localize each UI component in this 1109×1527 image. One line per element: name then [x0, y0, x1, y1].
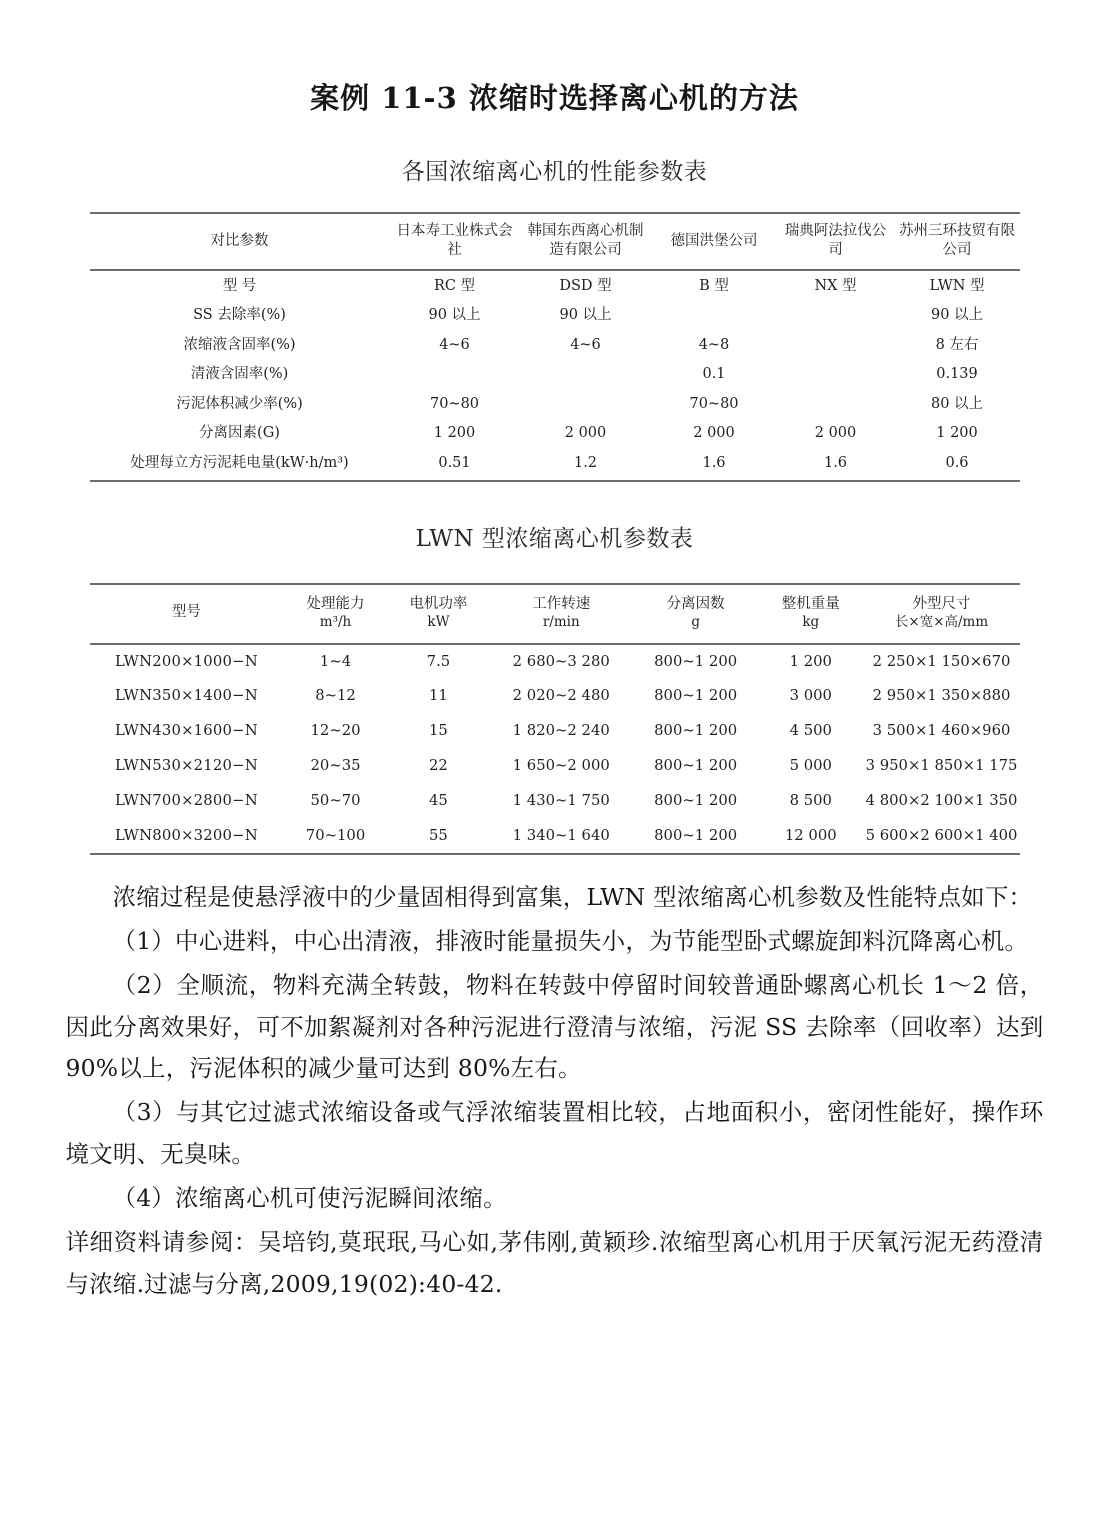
table2-cell-factor: 800~1 200 — [633, 819, 758, 854]
performance-comparison-table — [90, 212, 1020, 482]
table1-cell: 1.2 — [520, 449, 652, 481]
table2-cell-power: 11 — [429, 687, 448, 705]
table2-cell-capacity: 8~12 — [315, 687, 356, 705]
table2-cell-model: LWN700×2800−N — [114, 792, 258, 810]
table-row — [90, 389, 1020, 419]
paragraph-item-2: （2）全顺流，物料充满全转鼓，物料在转鼓中停留时间较普通卧螺离心机长 1～2 倍，因此分离效果好，可不加絮凝剂对各种污泥进行澄清与浓缩，污泥 SS 去除率（回收率）达到 90%以上，污泥体积的减少量可达到 80%左右。 — [65, 970, 1044, 1083]
table1-cell: 2 000 — [564, 425, 607, 442]
table1-cell: B 型 — [699, 277, 729, 294]
table2-cell-power: 55 — [388, 819, 489, 854]
table2-cell-dimension: 2 250×1 150×670 — [872, 652, 1011, 670]
table2-cell-dimension: 5 600×2 600×1 400 — [864, 819, 1020, 854]
table2-cell-factor: 800~1 200 — [654, 722, 738, 740]
table1-cell: 0.1 — [702, 366, 726, 383]
table1-cell — [777, 389, 895, 419]
table2-cell-capacity: 70~100 — [283, 819, 387, 854]
table1-cell: 0.51 — [390, 449, 520, 481]
paragraph-item-4: （4）浓缩离心机可使污泥瞬间浓缩。 — [112, 1183, 507, 1212]
table2-cell-capacity: 50~70 — [310, 792, 361, 810]
table2-cell-power: 45 — [429, 792, 448, 810]
table2-cell-dimension: 3 950×1 850×1 175 — [865, 757, 1018, 775]
table2-col-header-factor — [633, 584, 758, 644]
table2-cell-dimension: 3 500×1 460×960 — [872, 722, 1011, 740]
table2-cell-weight: 8 500 — [789, 792, 832, 810]
reference-citation: 详细资料请参阅：吴培钧,莫珉珉,马心如,茅伟刚,黄颖珍.浓缩型离心机用于厌氧污泥无药澄清与浓缩.过滤与分离,2009,19(02):40-42. — [65, 1227, 1044, 1298]
table1-col-header-0: 对比参数 — [90, 213, 390, 270]
table1-cell — [777, 330, 895, 360]
table-row — [90, 419, 1020, 449]
table1-cell — [520, 360, 652, 390]
table-row — [90, 679, 1020, 714]
table1-body — [90, 270, 1020, 480]
table2-header-name: 处理能力 — [306, 595, 365, 612]
table2-cell-speed: 1 430~1 750 — [512, 792, 610, 810]
table2-cell-power: 7.5 — [426, 652, 451, 670]
table2-cell-dimension: 2 950×1 350×880 — [872, 687, 1011, 705]
table2-caption: LWN 型浓缩离心机参数表 — [415, 525, 694, 552]
table1-cell: 4~8 — [698, 336, 730, 353]
table2-cell-factor: 800~1 200 — [654, 687, 738, 705]
table1-cell: DSD 型 — [559, 277, 612, 294]
table1-cell: 1.6 — [777, 449, 895, 481]
table1-row-label: 处理每立方污泥耗电量(kW·h/m³) — [90, 449, 390, 481]
table1-row-label: 浓缩液含固率(%) — [183, 336, 296, 353]
table2-cell-weight: 12 000 — [758, 819, 864, 854]
table1-cell — [777, 301, 895, 331]
table1-cell: 70~80 — [689, 395, 739, 412]
table2-cell-speed: 1 820~2 240 — [512, 722, 610, 740]
table2-body — [90, 644, 1020, 855]
table2-cell-capacity: 12~20 — [310, 722, 361, 740]
table2-col-header-speed — [489, 584, 633, 644]
table2-cell-weight: 4 500 — [789, 722, 832, 740]
table2-cell-model: LWN800×3200−N — [90, 819, 284, 854]
table2-header-name: 型号 — [171, 604, 201, 621]
table2-cell-speed: 1 650~2 000 — [512, 757, 610, 775]
table2-header-unit: r/min — [542, 613, 580, 630]
table-row — [90, 784, 1020, 819]
table1-head — [90, 213, 1020, 270]
table1-cell: 1.6 — [652, 449, 777, 481]
table1-cell: 0.6 — [895, 449, 1020, 481]
table-row — [90, 819, 1020, 854]
table1-cell: 2 000 — [814, 425, 857, 442]
table1-row-label: 清液含固率(%) — [190, 366, 289, 383]
table2-cell-factor: 800~1 200 — [654, 757, 738, 775]
table1-cell: NX 型 — [814, 277, 857, 294]
table1-caption: 各国浓缩离心机的性能参数表 — [401, 159, 708, 185]
table2-header-name: 工作转速 — [532, 595, 591, 612]
table2-header-unit: m³/h — [319, 613, 352, 630]
table1-cell — [777, 360, 895, 390]
table2-col-header-model — [90, 584, 284, 644]
table2-cell-weight: 3 000 — [789, 687, 832, 705]
table1-cell: 70~80 — [429, 395, 480, 412]
table1-row-label: 型 号 — [222, 277, 257, 294]
table-row — [90, 330, 1020, 360]
table1-cell: 4~6 — [570, 336, 601, 353]
table1-cell: 0.139 — [936, 366, 978, 383]
table1-row-label: 污泥体积减少率(%) — [176, 395, 303, 412]
table2-cell-dimension: 4 800×2 100×1 350 — [865, 792, 1018, 810]
table-row — [90, 301, 1020, 331]
table1-cell: 4~6 — [439, 336, 470, 353]
table2-header-unit: g — [691, 613, 700, 630]
table2-header-name: 分离因数 — [666, 595, 725, 612]
table-row — [90, 644, 1020, 680]
table2-cell-power: 15 — [429, 722, 448, 740]
table1-col-header-3: 德国洪堡公司 — [652, 213, 777, 270]
table1-cell: LWN 型 — [929, 277, 985, 294]
table2-cell-factor: 800~1 200 — [654, 792, 738, 810]
table1-cell: 90 以上 — [930, 307, 984, 324]
table2-cell-model: LWN430×1600−N — [114, 722, 258, 740]
table-row — [90, 449, 1020, 481]
table1-header-row — [90, 213, 1020, 270]
lwn-parameters-table — [90, 583, 1020, 856]
table1-row-label: 分离因素(G) — [199, 425, 280, 442]
table1-col-header-2: 韩国东西离心机制造有限公司 — [520, 213, 652, 270]
table1-col-header-1: 日本寿工业株式会社 — [390, 213, 520, 270]
table1-cell: 2 000 — [693, 425, 735, 442]
paragraph-intro: 浓缩过程是使悬浮液中的少量固相得到富集，LWN 型浓缩离心机参数及性能特点如下： — [112, 883, 1033, 912]
paragraph-item-3: （3）与其它过滤式浓缩设备或气浮浓缩装置相比较，占地面积小，密闭性能好，操作环境文明、无臭味。 — [65, 1098, 1044, 1169]
table2-col-header-dimension — [864, 584, 1020, 644]
table1-cell — [390, 360, 520, 390]
table2-header-name: 整机重量 — [781, 595, 840, 612]
table-row — [90, 714, 1020, 749]
table2-cell-power: 22 — [429, 757, 448, 775]
table1-cell: 80 以上 — [930, 395, 984, 412]
table-row — [90, 270, 1020, 301]
table2-cell-weight: 1 200 — [789, 652, 832, 670]
table2-cell-speed: 2 020~2 480 — [512, 687, 610, 705]
table2-header-name: 电机功率 — [409, 595, 468, 612]
body-content — [66, 855, 1044, 1305]
table2-cell-speed: 1 340~1 640 — [489, 819, 633, 854]
table1-col-header-4: 瑞典阿法拉伐公司 — [777, 213, 895, 270]
table2-col-header-weight — [758, 584, 864, 644]
table1-col-header-5: 苏州三环技贸有限公司 — [895, 213, 1020, 270]
table2-wrapper — [90, 583, 1020, 856]
table2-head — [90, 584, 1020, 644]
page-title: 案例 11-3 浓缩时选择离心机的方法 — [310, 81, 799, 115]
table1-row-label: SS 去除率(%) — [193, 307, 286, 324]
table1-cell: 90 以上 — [428, 307, 481, 324]
table1-cell: 1 200 — [433, 425, 476, 442]
paragraph-item-1: （1）中心进料，中心出清液，排液时能量损失小，为节能型卧式螺旋卸料沉降离心机。 — [112, 926, 1029, 955]
table2-cell-model: LWN530×2120−N — [114, 757, 258, 775]
table2-cell-capacity: 20~35 — [310, 757, 361, 775]
table2-cell-model: LWN200×1000−N — [114, 652, 258, 670]
table2-header-unit: kW — [427, 613, 450, 630]
table2-cell-weight: 5 000 — [789, 757, 832, 775]
table2-header-row — [90, 584, 1020, 644]
table2-col-header-power — [388, 584, 489, 644]
table2-col-header-capacity — [283, 584, 387, 644]
table-row — [90, 749, 1020, 784]
table2-header-name: 外型尺寸 — [912, 595, 971, 612]
table2-header-unit: 长×宽×高/mm — [894, 613, 989, 630]
table2-cell-factor: 800~1 200 — [654, 652, 738, 670]
table1-wrapper — [90, 212, 1020, 482]
table1-cell: 8 左右 — [935, 336, 979, 353]
table2-cell-speed: 2 680~3 280 — [512, 652, 610, 670]
table-row — [90, 360, 1020, 390]
table2-header-unit: kg — [802, 613, 820, 630]
table2-cell-model: LWN350×1400−N — [114, 687, 258, 705]
table1-cell — [520, 389, 652, 419]
table1-cell: RC 型 — [433, 277, 476, 294]
table1-cell — [652, 301, 777, 331]
table1-cell: 1 200 — [936, 425, 978, 442]
table2-cell-capacity: 1~4 — [319, 652, 352, 670]
table1-cell: 90 以上 — [559, 307, 612, 324]
